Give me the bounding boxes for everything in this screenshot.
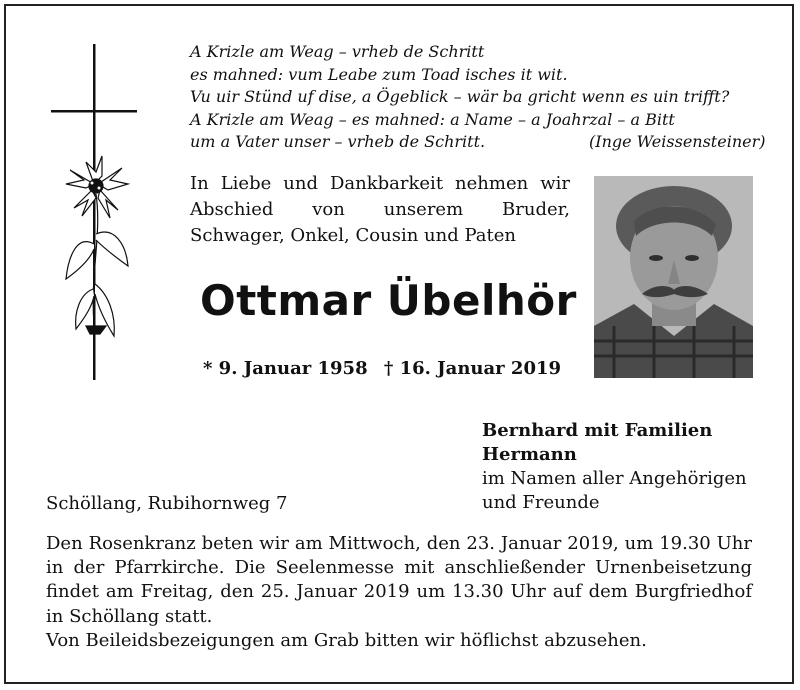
- address: Schöllang, Rubihornweg 7: [46, 493, 288, 514]
- poem: [190, 41, 770, 154]
- poem-line: es mahned: vum Leabe zum Toad isches it wit.: [190, 64, 568, 84]
- signer-line: Hermann: [482, 444, 577, 465]
- portrait-photo: [594, 176, 753, 378]
- portrait-image: [594, 176, 753, 378]
- deceased-name: Ottmar Übelhör: [200, 276, 577, 325]
- death-date: † 16. Januar 2019: [383, 358, 562, 379]
- closing-note: Von Beileidsbezeigungen am Grab bitten wir höflichst abzusehen.: [46, 629, 647, 651]
- birth-date: * 9. Januar 1958: [203, 358, 368, 379]
- poem-line: A Krizle am Weag – vrheb de Schritt: [190, 42, 485, 61]
- poem-line: A Krizle am Weag – es mahned: a Name – a Joahrzal – a Bitt: [190, 109, 675, 129]
- poem-author: (Inge Weissensteiner): [589, 132, 766, 151]
- poem-line: Vu uir Stünd uf dise, a Ögeblick – wär ba gricht wenn es uin trifft?: [190, 87, 730, 106]
- poem-last-line-row: [190, 131, 770, 154]
- cross-edelweiss-emblem: [46, 44, 146, 384]
- edelweiss-icon: [66, 156, 128, 336]
- signers-block: [482, 419, 747, 515]
- signer-line: Bernhard mit Familien: [482, 420, 713, 441]
- cross-icon: [46, 44, 146, 384]
- service-info: [46, 532, 752, 653]
- signer-line: und Freunde: [482, 492, 600, 513]
- life-dates: [203, 358, 571, 379]
- service-paragraph: Den Rosenkranz beten wir am Mittwoch, den 23. Januar 2019, um 19.30 Uhr in der Pfarrkirche. Die Seelenmesse mit anschließender Urnenbeisetzung findet am Freitag, den 25. Januar 2019 um 13.30 Uhr auf dem Burgfriedhof in Schöllang statt.: [46, 533, 752, 627]
- poem-line: um a Vater unser – vrheb de Schritt.: [190, 132, 486, 151]
- signer-line: im Namen aller Angehörigen: [482, 468, 747, 489]
- farewell-intro: In Liebe und Dankbarkeit nehmen wir Abschied von unserem Bruder, Schwager, Onkel, Cousin und Paten: [190, 173, 570, 246]
